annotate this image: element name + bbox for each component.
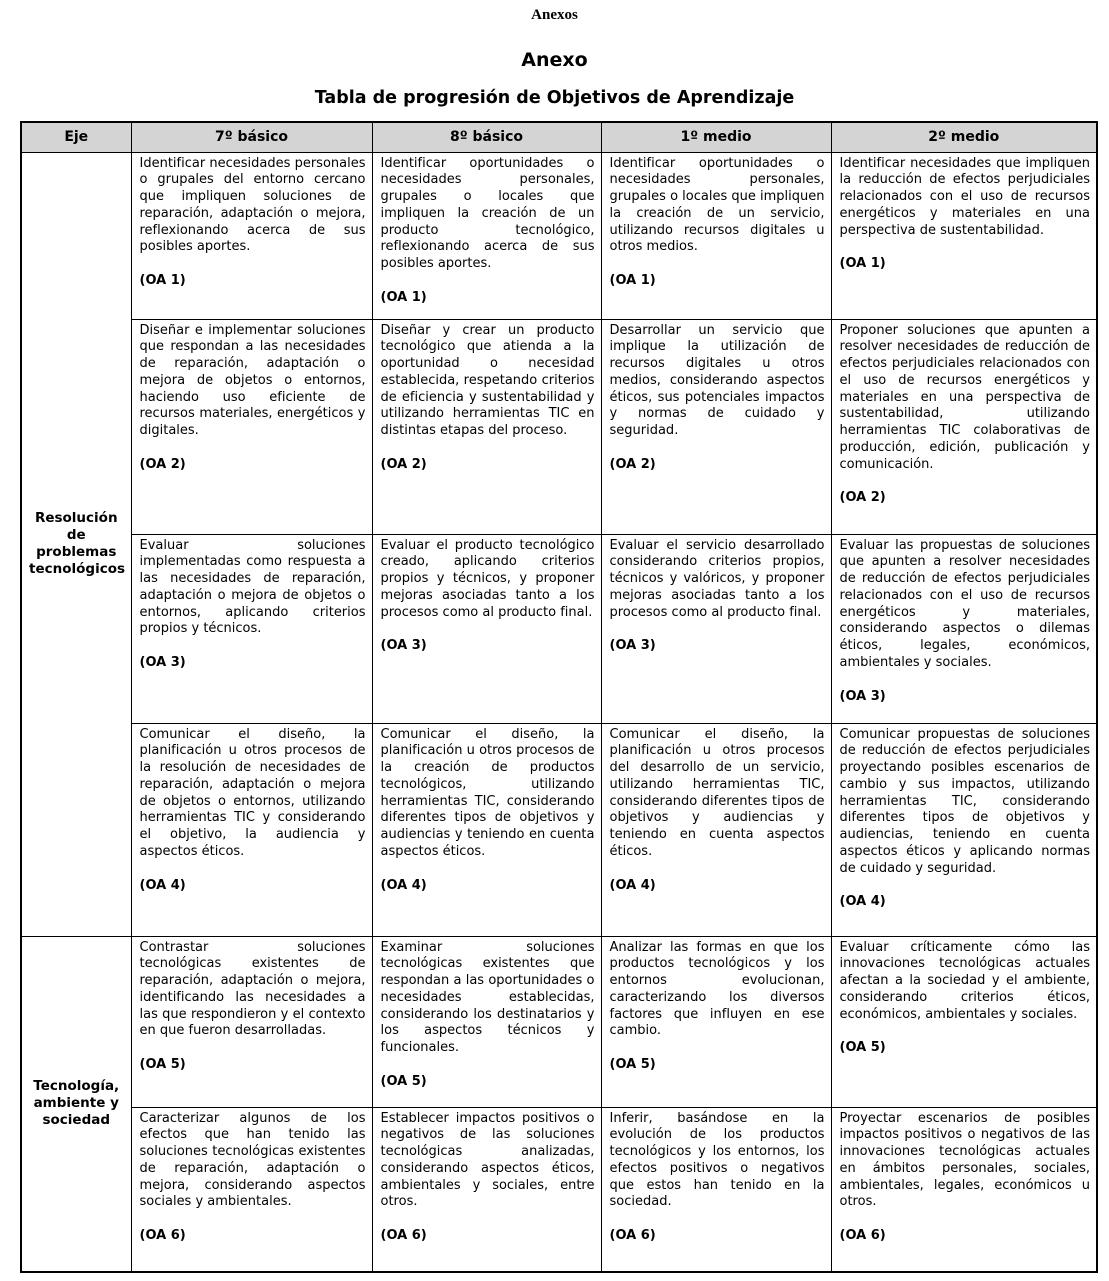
objective-text: Establecer impactos positivos o negativos de las soluciones tecnológicas analizadas, considerando aspectos éticos, ambientales y sociales, entre otros. (380, 1110, 595, 1210)
oa-label: (OA 6) (139, 1228, 186, 1244)
objective-cell-oa2-2medio (831, 319, 1097, 534)
progression-table (20, 121, 1098, 1273)
objective-cell-oa1-8basico (372, 152, 601, 319)
oa-label: (OA 2) (609, 456, 656, 472)
objective-text: Identificar oportunidades o necesidades personales, grupales o locales que impliquen la creación de un servicio, utilizando recursos digitales u otros medios. (609, 155, 825, 255)
header-row (21, 122, 1097, 152)
objective-cell-oa2-1medio (601, 319, 831, 534)
objective-text: Evaluar el servicio desarrollado considerando criterios propios, técnicos y valóricos, y proponer mejoras asociadas tanto a los procesos como al producto final. (609, 537, 825, 620)
oa-label: (OA 3) (380, 638, 427, 654)
column-header-8basico: 8º básico (372, 122, 601, 152)
objective-cell-oa1-7basico (131, 152, 372, 319)
objective-text: Contrastar soluciones tecnológicas existentes de reparación, adaptación o mejora, identificando las necesidades a las que respondieron y el contexto en que fueron desarrolladas. (139, 939, 366, 1039)
objective-text: Caracterizar algunos de los efectos que han tenido las soluciones tecnológicas existentes de reparación, adaptación o mejora, considerando aspectos sociales y ambientales. (139, 1110, 366, 1210)
objective-text: Proponer soluciones que apunten a resolver necesidades de reducción de efectos perjudiciales relacionados con el uso de recursos energéticos y materiales en una perspectiva de sustentabilidad, utilizando herramientas TIC colaborativas de producción, edición, publicación y comunicación. (839, 322, 1090, 472)
objective-text: Diseñar y crear un producto tecnológico que atienda a la oportunidad o necesidad establecida, respetando criterios de eficiencia y sustentabilidad y utilizando herramientas TIC en distintas etapas del proceso. (380, 322, 595, 439)
objective-text: Evaluar críticamente cómo las innovaciones tecnológicas actuales afectan a la sociedad y el ambiente, considerando criterios éticos, económicos, ambientales y sociales. (839, 939, 1090, 1022)
objective-cell-oa4-8basico (372, 723, 601, 936)
objective-text: Comunicar propuestas de soluciones de reducción de efectos perjudiciales proyectando posibles escenarios de cambio y sus impactos, utilizando herramientas TIC, considerando diferentes tipos de objetivos y audiencias, teniendo en cuenta aspectos éticos y aplicando normas de cuidado y seguridad. (839, 726, 1090, 876)
page-heading: Anexo (521, 49, 588, 71)
objective-text: Proyectar escenarios de posibles impactos positivos o negativos de las innovaciones tecnológicas actuales en ámbitos personales, sociales, ambientales, legales, económicos u otros. (839, 1110, 1090, 1210)
oa-label: (OA 4) (139, 877, 186, 893)
oa-label: (OA 1) (839, 256, 886, 272)
oa-label: (OA 5) (839, 1040, 886, 1056)
oa-label: (OA 4) (380, 877, 427, 893)
oa-label: (OA 2) (839, 490, 886, 506)
oa-label: (OA 6) (839, 1228, 886, 1244)
objective-cell-oa6-2medio (831, 1107, 1097, 1272)
oa-label: (OA 3) (839, 688, 886, 704)
oa-label: (OA 1) (139, 273, 186, 289)
eje-cell-tecnologia-ambiente: Tecnología, ambiente y sociedad (21, 936, 131, 1272)
objective-cell-oa5-1medio (601, 936, 831, 1107)
objective-text: Diseñar e implementar soluciones que respondan a las necesidades de reparación, adaptación o mejora de objetos o entornos, haciendo uso eficiente de recursos materiales, energéticos y digitales. (139, 322, 366, 439)
oa-label: (OA 6) (609, 1228, 656, 1244)
running-header: Anexos (531, 7, 578, 23)
table-row-oa6 (21, 1107, 1097, 1272)
objective-cell-oa1-2medio (831, 152, 1097, 319)
objective-text: Analizar las formas en que los productos tecnológicos y los entornos evolucionan, caracterizando los diversos factores que influyen en ese cambio. (609, 939, 825, 1039)
page-title: Tabla de progresión de Objetivos de Aprendizaje (314, 88, 795, 108)
objective-cell-oa4-2medio (831, 723, 1097, 936)
objective-text: Desarrollar un servicio que implique la utilización de recursos digitales u otros medios, considerando aspectos éticos, sus potenciales impactos y normas de cuidado y seguridad. (609, 322, 825, 439)
objective-text: Identificar necesidades personales o grupales del entorno cercano que impliquen soluciones de reparación, adaptación o mejora, reflexionando acerca de sus posibles aportes. (139, 155, 366, 255)
oa-label: (OA 5) (139, 1057, 186, 1073)
objective-cell-oa2-7basico (131, 319, 372, 534)
objective-cell-oa3-2medio (831, 534, 1097, 723)
objective-cell-oa6-7basico (131, 1107, 372, 1272)
table-row-oa3 (21, 534, 1097, 723)
objective-text: Evaluar el producto tecnológico creado, aplicando criterios propios y técnicos, y proponer mejoras asociadas tanto a los procesos como al producto final. (380, 537, 595, 620)
objective-text: Comunicar el diseño, la planificación u otros procesos del desarrollo de un servicio, utilizando herramientas TIC, considerando diferentes tipos de objetivos y audiencias y teniendo en cuenta aspectos éticos. (609, 726, 825, 860)
oa-label: (OA 1) (380, 289, 427, 305)
objective-text: Identificar oportunidades o necesidades personales, grupales o locales que impliquen la creación de un producto tecnológico, reflexionando acerca de sus posibles aportes. (380, 155, 595, 272)
objective-text: Examinar soluciones tecnológicas existentes que respondan a las oportunidades o necesidades establecidas, considerando los destinatarios y los aspectos técnicos y funcionales. (380, 939, 595, 1056)
oa-label: (OA 5) (380, 1073, 427, 1089)
table-row-oa1 (21, 152, 1097, 319)
objective-cell-oa5-7basico (131, 936, 372, 1107)
objective-text: Evaluar soluciones implementadas como respuesta a las necesidades de reparación, adaptación o mejora de objetos o entornos, aplicando criterios propios y técnicos. (139, 537, 366, 637)
objective-cell-oa5-8basico (372, 936, 601, 1107)
column-header-7basico: 7º básico (131, 122, 372, 152)
objective-cell-oa3-1medio (601, 534, 831, 723)
objective-text: Inferir, basándose en la evolución de los productos tecnológicos y los entornos, los efectos positivos o negativos que estos han tenido en la sociedad. (609, 1110, 825, 1210)
column-header-2medio: 2º medio (831, 122, 1097, 152)
oa-label: (OA 3) (139, 655, 186, 671)
objective-cell-oa6-1medio (601, 1107, 831, 1272)
objective-cell-oa3-7basico (131, 534, 372, 723)
column-header-1medio: 1º medio (601, 122, 831, 152)
oa-label: (OA 1) (609, 273, 656, 289)
objective-cell-oa3-8basico (372, 534, 601, 723)
oa-label: (OA 4) (609, 877, 656, 893)
oa-label: (OA 5) (609, 1057, 656, 1073)
objective-text: Identificar necesidades que impliquen la reducción de efectos perjudiciales relacionados con el uso de recursos energéticos y materiales en una perspectiva de sustentabilidad. (839, 155, 1090, 238)
objective-text: Comunicar el diseño, la planificación u otros procesos de la resolución de necesidades de reparación, adaptación o mejora de objetos o entornos, utilizando herramientas TIC y considerando el objetivo, la audiencia y aspectos éticos. (139, 726, 366, 860)
table-row-oa4 (21, 723, 1097, 936)
objective-cell-oa2-8basico (372, 319, 601, 534)
objective-text: Comunicar el diseño, la planificación u otros procesos de la creación de productos tecnológicos, utilizando herramientas TIC, considerando diferentes tipos de objetivos y audiencias y teniendo en cuenta aspectos éticos. (380, 726, 595, 860)
table-row-oa5 (21, 936, 1097, 1107)
objective-cell-oa5-2medio (831, 936, 1097, 1107)
oa-label: (OA 3) (609, 638, 656, 654)
objective-cell-oa4-1medio (601, 723, 831, 936)
objective-text: Evaluar las propuestas de soluciones que apunten a resolver necesidades de reducción de efectos perjudiciales relacionados con el uso de recursos energéticos y materiales, considerando aspectos o dilemas éticos, legales, económicos, ambientales y sociales. (839, 537, 1090, 671)
column-header-eje: Eje (21, 122, 131, 152)
oa-label: (OA 2) (380, 456, 427, 472)
oa-label: (OA 6) (380, 1228, 427, 1244)
objective-cell-oa1-1medio (601, 152, 831, 319)
table-row-oa2 (21, 319, 1097, 534)
oa-label: (OA 4) (839, 894, 886, 910)
eje-cell-resolucion-problemas: Resolución de problemas tecnológicos (21, 152, 131, 936)
objective-cell-oa6-8basico (372, 1107, 601, 1272)
oa-label: (OA 2) (139, 456, 186, 472)
objective-cell-oa4-7basico (131, 723, 372, 936)
